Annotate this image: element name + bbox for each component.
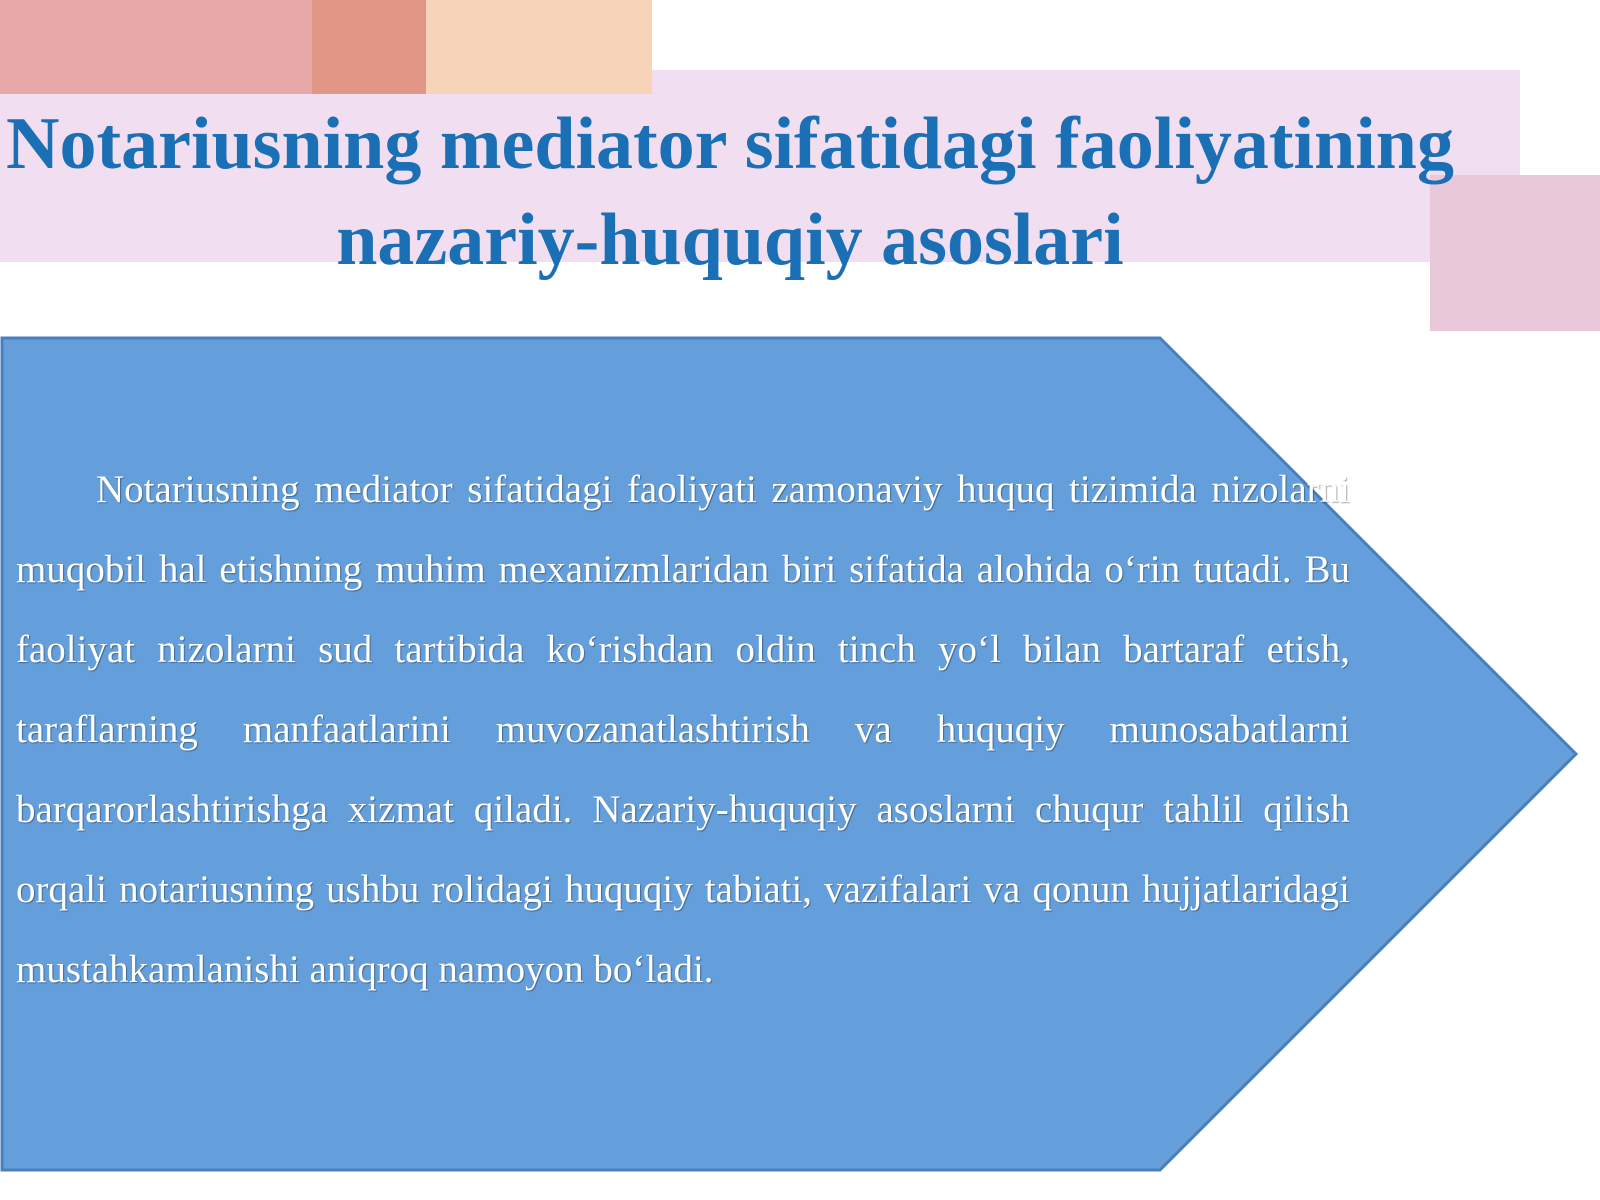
decorative-peach-block (426, 0, 652, 94)
decorative-pink-block (0, 0, 312, 94)
decorative-salmon-block (312, 0, 426, 94)
slide-title: Notariusning mediator sifatidagi faoliyatining nazariy-huquqiy asoslari (6, 103, 1454, 281)
slide-body-text: Notariusning mediator sifatidagi faoliyati zamonaviy huquq tizimida nizolarni muqobil hal etishning muhim mexanizmlaridan biri sifatida alohida o‘rin tutadi. Bu faoliyat nizolarni sud tartibida ko‘rishdan oldin tinch yo‘l bilan bartaraf etish, taraflarning manfaatlarini muvozanatlashtirish va huquqiy munosabatlarni barqarorlashtirishga xizmat qiladi. Nazariy-huquqiy asoslarni chuqur tahlil qilish orqali notariusning ushbu rolidagi huquqiy tabiati, vazifalari va qonun hujjatlaridagi mustahkamlanishi aniqroq namoyon bo‘ladi. (16, 468, 1350, 991)
